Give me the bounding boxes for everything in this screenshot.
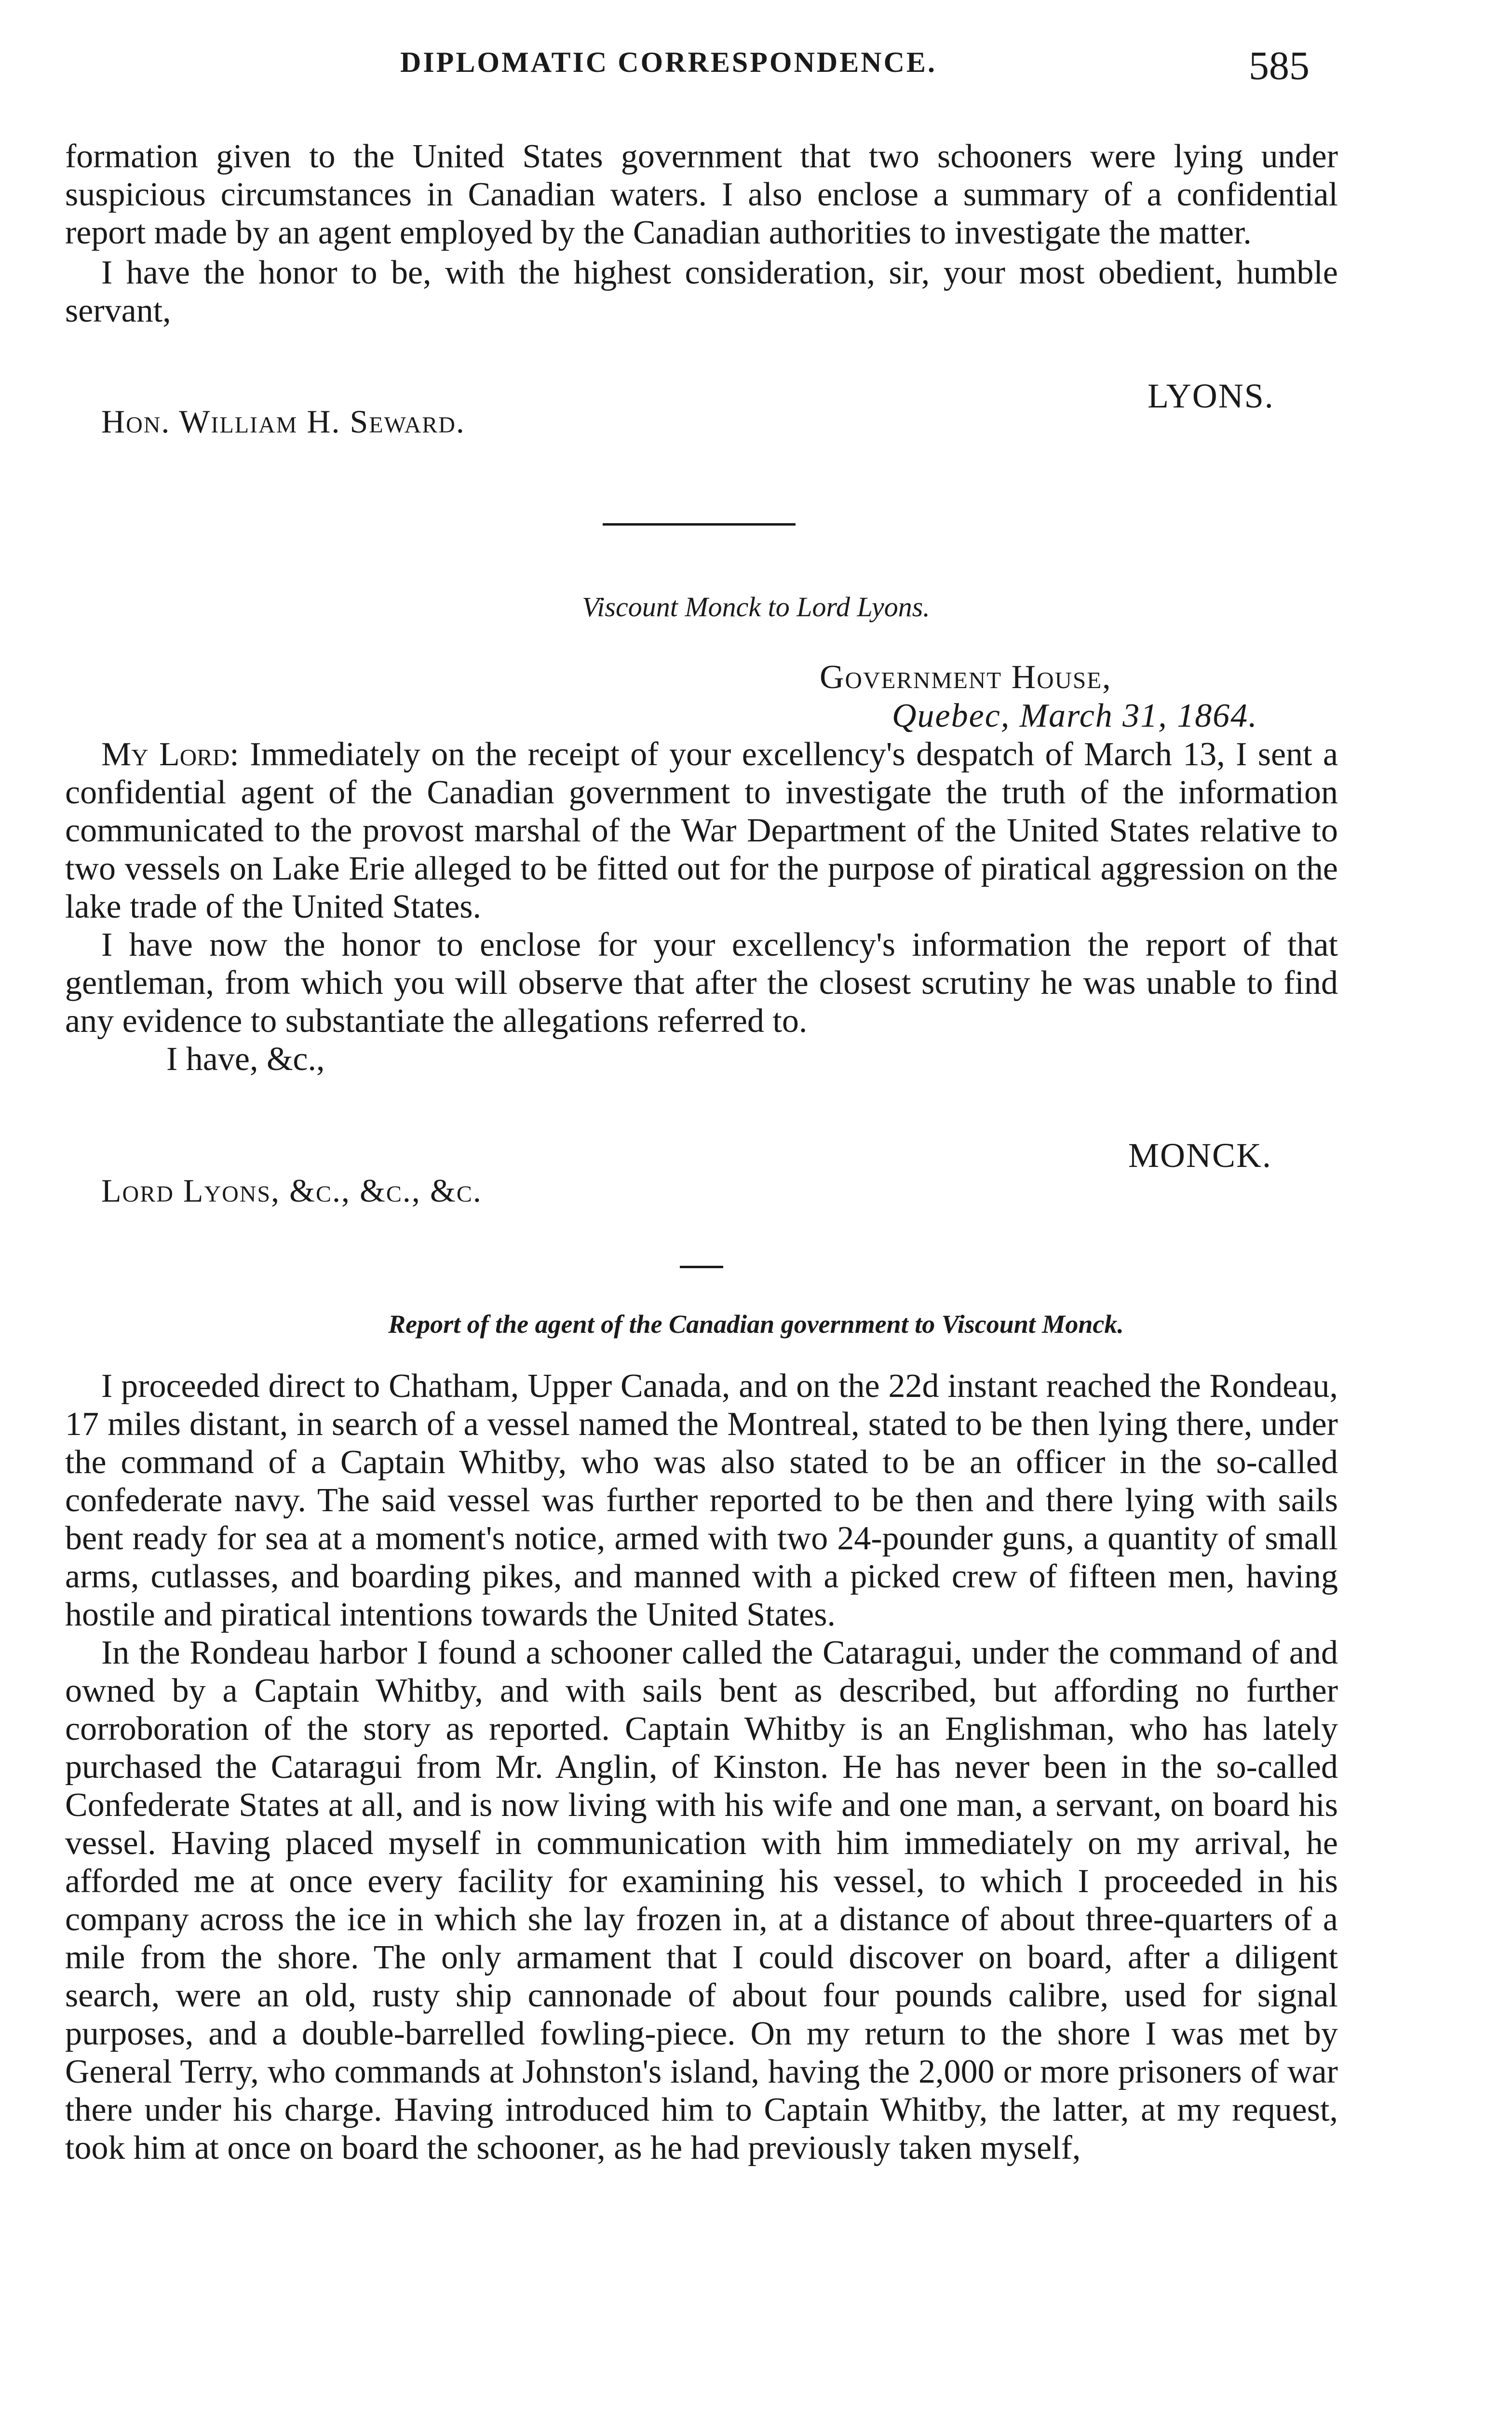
- letter2-body: [65, 735, 1338, 1078]
- letter2-salutation: My Lord:: [101, 736, 239, 773]
- report-body: [65, 1367, 1338, 2167]
- letter2-date: Quebec, March 31, 1864.: [892, 697, 1258, 734]
- letter1-body: [65, 137, 1338, 330]
- page-number: 585: [1249, 43, 1310, 88]
- letter1-paragraph-1: formation given to the United States government that two schooners were lying under suspicious circumstances in Canadian waters. I also enclose a summary of a confidential report made by an agent employed by the Canadian authorities to investigate the matter.: [65, 138, 1338, 251]
- letter2-paragraph-1: [65, 735, 1338, 926]
- report-heading: Report of the agent of the Canadian government to Viscount Monck.: [388, 1310, 1124, 1339]
- running-title: DIPLOMATIC CORRESPONDENCE.: [400, 46, 937, 78]
- letter2-addressee: Lord Lyons, &c., &c., &c.: [101, 1172, 482, 1209]
- letter1-signature: LYONS.: [1148, 377, 1274, 415]
- section-divider-1: [603, 523, 796, 526]
- letter2-paragraph-2: I have now the honor to enclose for your excellency's information the report of that gentleman, from which you will observe that after the closest scrutiny he was unable to find any evidence to substantiate the allegations referred to.: [65, 926, 1338, 1040]
- letter2-paragraph-1-text: Immediately on the receipt of your excellency's despatch of March 13, I sent a confidential agent of the Canadian government to investigate the truth of the information communicated to the provost marshal of the War Department of the United States relative to two vessels on Lake Erie alleged to be fitted out for the purpose of piratical aggression on the lake trade of the United States.: [65, 736, 1338, 925]
- letter2-signature: MONCK.: [1128, 1136, 1272, 1175]
- letter2-place: Government House,: [820, 659, 1112, 696]
- section-divider-2: [680, 1266, 723, 1268]
- letter2-heading: Viscount Monck to Lord Lyons.: [582, 591, 930, 623]
- letter1-addressee: Hon. William H. Seward.: [101, 403, 465, 440]
- report-paragraph-2: In the Rondeau harbor I found a schooner called the Cataragui, under the command of and owned by a Captain Whitby, and with sails bent as described, but affording no further corroboration of the story as reported. Captain Whitby is an Englishman, who has lately purchased the Cataragui from Mr. Anglin, of Kinston. He has never been in the so-called Confederate States at all, and is now living with his wife and one man, a servant, on board his vessel. Having placed myself in communication with him immediately on my arrival, he afforded me at once every facility for examining his vessel, to which I proceeded in his company across the ice in which she lay frozen in, at a distance of about three-quarters of a mile from the shore. The only armament that I could discover on board, after a diligent search, were an old, rusty ship cannonade of about four pounds calibre, used for signal purposes, and a double-barrelled fowling-piece. On my return to the shore I was met by General Terry, who commands at Johnston's island, having the 2,000 or more prisoners of war there under his charge. Having introduced him to Captain Whitby, the latter, at my request, took him at once on board the schooner, as he had previously taken myself,: [65, 1634, 1338, 2167]
- report-paragraph-1: I proceeded direct to Chatham, Upper Canada, and on the 22d instant reached the Rondeau, 17 miles distant, in search of a vessel named the Montreal, stated to be then lying there, under the command of a Captain Whitby, who was also stated to be an officer in the so-called confederate navy. The said vessel was further reported to be then and there lying with sails bent ready for sea at a moment's notice, armed with two 24-pounder guns, a quantity of small arms, cutlasses, and boarding pikes, and manned with a picked crew of fifteen men, having hostile and piratical intentions towards the United States.: [65, 1368, 1338, 1633]
- letter2-closing: I have, &c.,: [166, 1041, 325, 1078]
- letter1-paragraph-2: I have the honor to be, with the highest consideration, sir, your most obedient, humble servant,: [65, 254, 1338, 329]
